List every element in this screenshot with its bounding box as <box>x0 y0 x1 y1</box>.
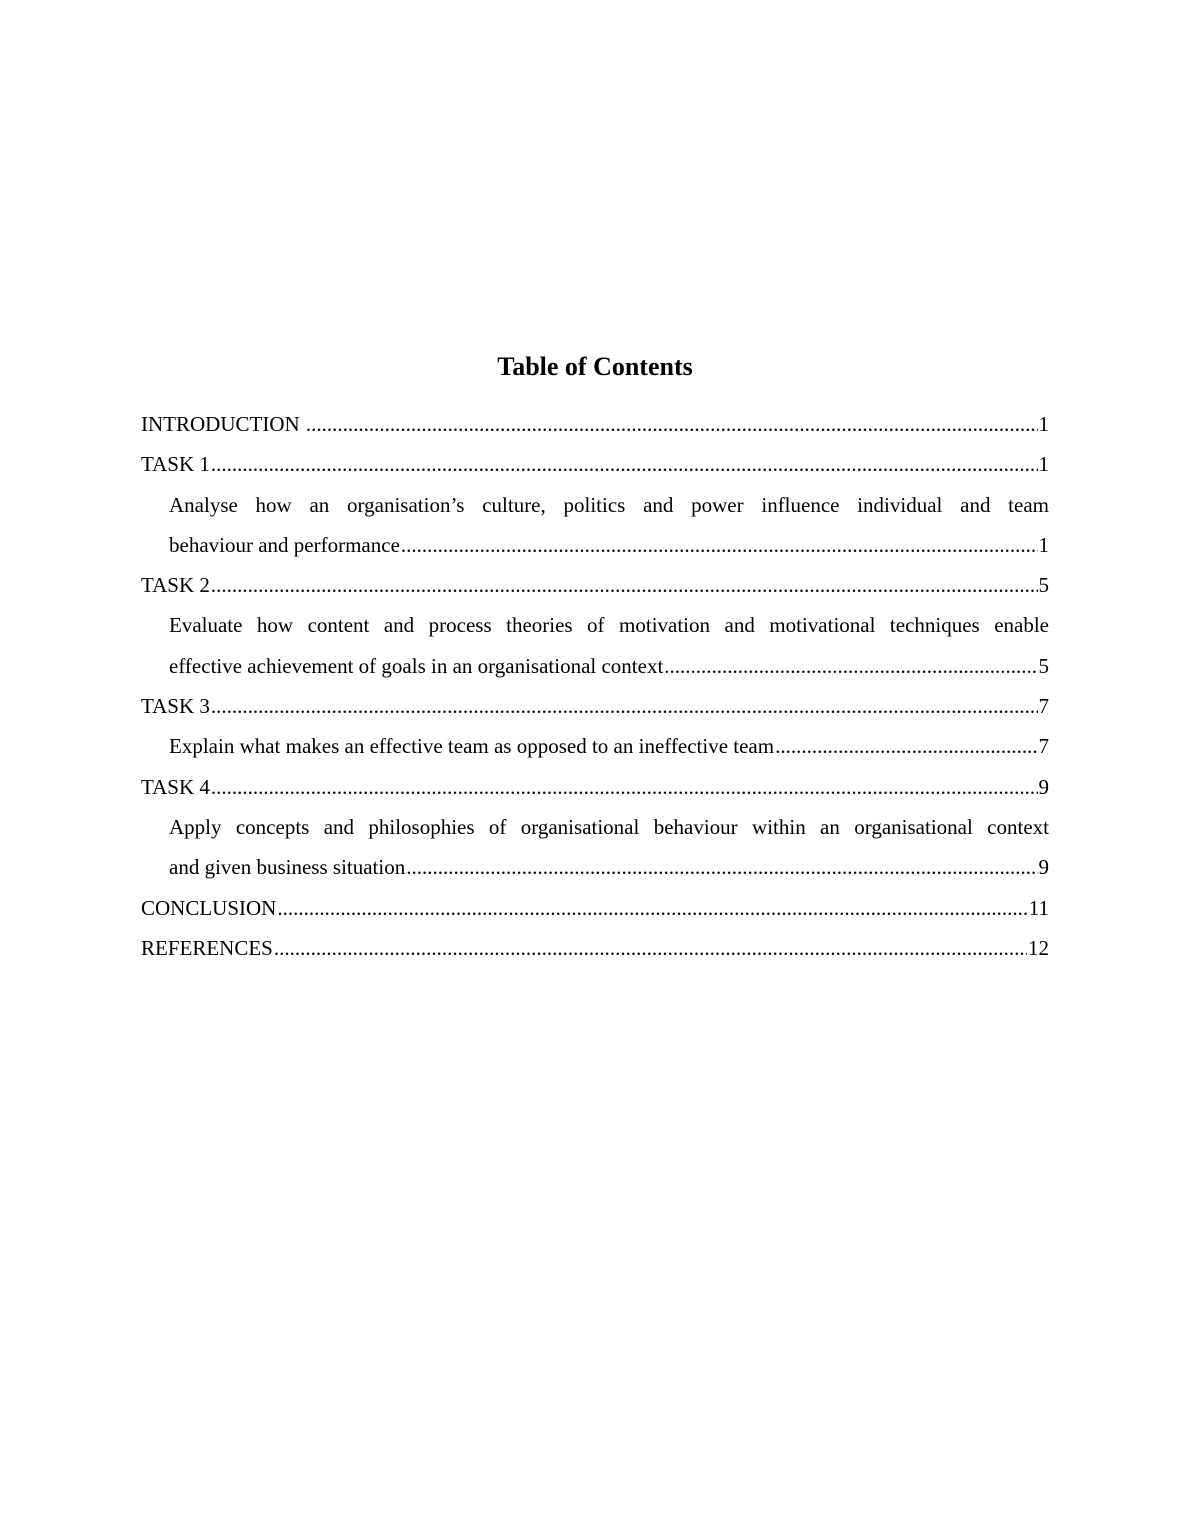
toc-entry-label: and given business situation <box>169 855 406 880</box>
toc-page-number: 11 <box>1028 895 1049 920</box>
toc-entry-task-4-sub[interactable] <box>169 807 1049 888</box>
toc-entry-label: TASK 1 <box>141 452 210 477</box>
toc-entry-task-4[interactable] <box>141 767 1049 807</box>
toc-page-number: 9 <box>1038 855 1049 880</box>
toc-entry-label: Explain what makes an effective team as opposed to an ineffective team <box>169 734 775 759</box>
dot-leader <box>401 525 1038 565</box>
toc-entry-label: REFERENCES <box>141 935 273 960</box>
toc-entry-label: CONCLUSION <box>141 895 277 920</box>
dot-leader <box>775 726 1037 766</box>
dot-leader <box>211 767 1038 807</box>
toc-page-number: 7 <box>1038 694 1049 719</box>
toc-entry-conclusion[interactable] <box>141 888 1049 928</box>
dot-leader <box>664 646 1037 686</box>
dot-leader <box>211 565 1038 605</box>
toc-entry-label-line1: Analyse how an organisation’s culture, politics and power influence individual and team <box>169 492 1049 517</box>
dot-leader <box>406 847 1037 887</box>
toc-page-number: 1 <box>1038 532 1049 557</box>
toc-entry-label: behaviour and performance <box>169 532 400 557</box>
dot-leader <box>211 686 1038 726</box>
toc-page-number: 7 <box>1038 734 1049 759</box>
toc-entry-task-3[interactable] <box>141 686 1049 726</box>
toc-entry-task-2-sub[interactable] <box>169 605 1049 686</box>
toc-entry-label-line1: Evaluate how content and process theories of motivation and motivational techniques enable <box>169 613 1049 638</box>
toc-page-number: 5 <box>1038 653 1049 678</box>
toc-page-number: 9 <box>1038 774 1049 799</box>
dot-leader <box>211 444 1038 484</box>
toc-entry-label-line1: Apply concepts and philosophies of organisational behaviour within an organisational context <box>169 814 1049 839</box>
toc-entry-label: INTRODUCTION <box>141 412 305 436</box>
toc-page-number: 1 <box>1038 452 1049 477</box>
dot-leader <box>277 888 1027 928</box>
toc-entry-label: TASK 4 <box>141 774 210 799</box>
table-of-contents <box>141 404 1049 968</box>
toc-entry-task-2[interactable] <box>141 565 1049 605</box>
toc-page-number: 1 <box>1038 412 1049 436</box>
toc-entry-task-3-sub[interactable] <box>169 726 1049 766</box>
dot-leader <box>274 928 1027 968</box>
toc-entry-label: TASK 2 <box>141 573 210 598</box>
toc-page-number: 5 <box>1038 573 1049 598</box>
toc-entry-task-1[interactable] <box>141 444 1049 484</box>
toc-entry-task-1-sub[interactable] <box>169 485 1049 566</box>
toc-entry-introduction[interactable] <box>141 404 1049 444</box>
toc-entry-label: TASK 3 <box>141 694 210 719</box>
dot-leader <box>306 404 1038 444</box>
toc-entry-references[interactable] <box>141 928 1049 968</box>
toc-title: Table of Contents <box>497 352 693 381</box>
toc-page-number: 12 <box>1028 935 1049 960</box>
toc-entry-label: effective achievement of goals in an organisational context <box>169 653 664 678</box>
